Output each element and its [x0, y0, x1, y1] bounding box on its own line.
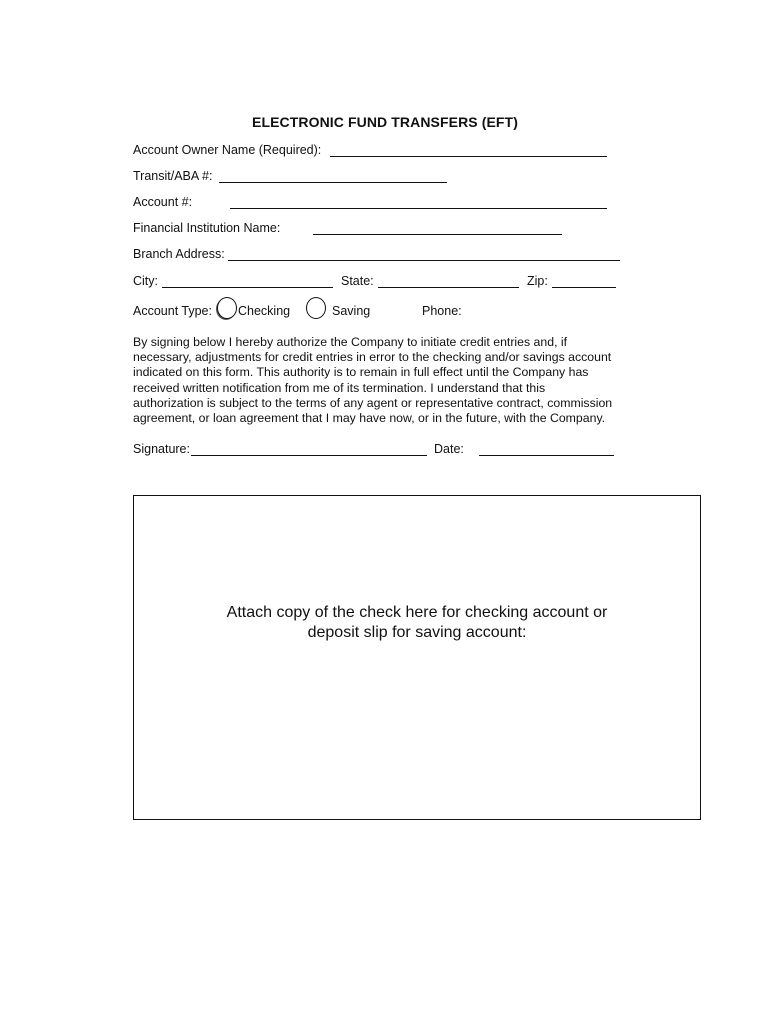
attach-instructions-line: Attach copy of the check here for checking account or [226, 604, 608, 621]
authorization-line: agreement, or loan agreement that I may have now, or in the future, with the Company. [133, 411, 606, 426]
authorization-line: indicated on this form. This authority is to remain in full effect until the Company has [133, 365, 589, 380]
check-attachment-box [133, 495, 701, 820]
authorization-line: By signing below I hereby authorize the Company to initiate credit entries and, if [133, 335, 568, 349]
state-label: State: [341, 274, 374, 288]
zip-label: Zip: [527, 274, 548, 288]
institution-field[interactable] [313, 234, 562, 235]
owner-name-field[interactable] [330, 156, 607, 157]
branch-address-field[interactable] [228, 260, 620, 261]
attach-instructions [134, 603, 700, 643]
signature-field[interactable] [191, 455, 427, 456]
account-number-label: Account #: [133, 195, 193, 209]
authorization-line: authorization is subject to the terms of any agent or representative contract, commission [133, 395, 613, 410]
city-field[interactable] [162, 287, 333, 288]
account-number-field[interactable] [230, 208, 607, 209]
attach-instructions-line: deposit slip for saving account: [307, 624, 527, 641]
city-label: City: [133, 274, 158, 288]
owner-name-label: Account Owner Name (Required): [133, 143, 322, 157]
date-label: Date: [434, 442, 464, 456]
state-field[interactable] [378, 287, 519, 288]
saving-label: Saving [332, 304, 371, 318]
saving-radio[interactable] [306, 297, 326, 319]
institution-label: Financial Institution Name: [133, 221, 281, 235]
phone-label: Phone: [422, 304, 462, 318]
transit-label: Transit/ABA #: [133, 169, 213, 183]
transit-field[interactable] [219, 182, 447, 183]
date-field[interactable] [479, 455, 614, 456]
signature-label: Signature: [133, 442, 190, 456]
zip-field[interactable] [552, 287, 616, 288]
authorization-paragraph [133, 335, 633, 426]
checking-label: Checking [238, 304, 291, 318]
form-title: ELECTRONIC FUND TRANSFERS (EFT) [252, 114, 518, 130]
authorization-line: received written notification from me of its termination. I understand that this [133, 380, 546, 395]
checking-radio[interactable] [217, 297, 237, 319]
branch-address-label: Branch Address: [133, 247, 225, 261]
authorization-line: necessary, adjustments for credit entries in error to the checking and/or savings account [133, 350, 612, 365]
account-type-label: Account Type: [133, 304, 212, 318]
